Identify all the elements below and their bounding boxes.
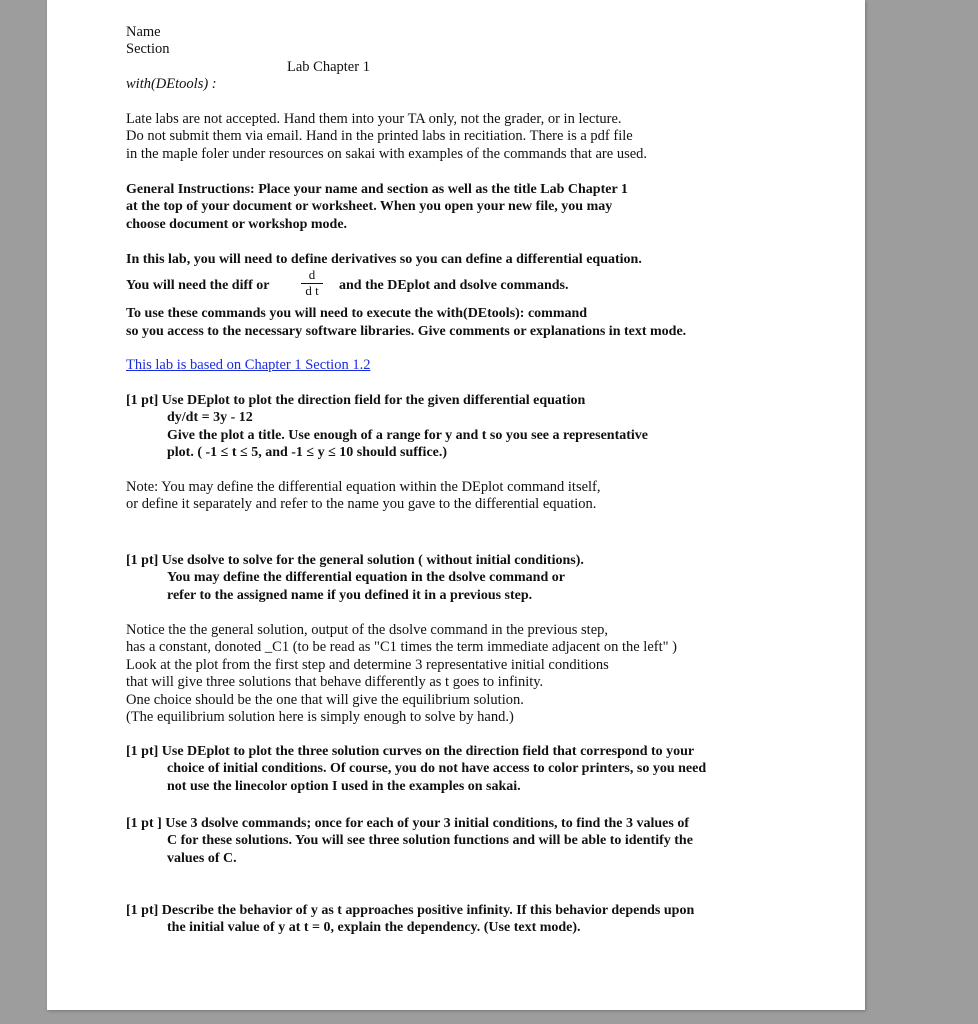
notice-paragraph	[126, 622, 677, 726]
fraction-denominator: d t	[305, 283, 319, 298]
general-line: General Instructions: Place your name and section as well as the title Lab Chapter 1	[126, 182, 628, 197]
question-4	[126, 815, 693, 867]
notice-line: has a constant, donoted _C1 (to be read as "C1 times the term immediate adjacent on the left" )	[126, 639, 677, 656]
notice-line: (The equilibrium solution here is simply enough to solve by hand.)	[126, 709, 514, 726]
q5-line: the initial value of y at t = 0, explain the dependency. (Use text mode).	[167, 920, 581, 936]
q5-line: [1 pt] Describe the behavior of y as t approaches positive infinity. If this behavior depends upon	[126, 903, 695, 918]
q3-line: not use the linecolor option I used in the examples on sakai.	[167, 778, 521, 794]
derivative-fraction	[301, 268, 323, 298]
general-instructions	[126, 181, 628, 233]
note-paragraph	[126, 479, 601, 514]
header-fields	[126, 24, 170, 59]
q1-equation: dy/dt = 3y - 12	[167, 410, 253, 426]
document-page	[47, 0, 865, 1010]
q3-line: [1 pt] Use DEplot to plot the three solution curves on the direction field that correspond to your	[126, 744, 695, 759]
q1-line: [1 pt] Use DEplot to plot the direction field for the given differential equation	[126, 393, 586, 408]
general-line: at the top of your document or worksheet. When you open your new file, you may	[126, 199, 613, 215]
question-5	[126, 902, 694, 937]
q4-line: C for these solutions. You will see three solution functions and will be able to identify the	[167, 833, 693, 849]
q4-line: values of C.	[167, 850, 237, 866]
q2-line: You may define the differential equation in the dsolve command or	[167, 570, 565, 586]
notice-line: Notice the the general solution, output of the dsolve command in the previous step,	[126, 622, 609, 638]
notice-line: Look at the plot from the first step and determine 3 representative initial conditions	[126, 656, 609, 673]
lab-info-line4: so you access to the necessary software libraries. Give comments or explanations in text mode.	[126, 324, 687, 339]
notice-line: One choice should be the one that will give the equilibrium solution.	[126, 691, 524, 708]
with-command: with(DEtools) :	[126, 76, 217, 92]
intro-line: Late labs are not accepted. Hand them into your TA only, not the grader, or in lecture.	[126, 111, 622, 127]
question-1	[126, 392, 648, 462]
fraction-numerator: d	[308, 267, 316, 282]
note-line: Note: You may define the differential equation within the DEplot command itself,	[126, 479, 601, 495]
q1-range: plot. ( -1 ≤ t ≤ 5, and -1 ≤ y ≤ 10 should suffice.)	[167, 445, 448, 461]
intro-line: Do not submit them via email. Hand in the printed labs in recitiation. There is a pdf file	[126, 128, 633, 145]
section-label: Section	[126, 41, 170, 58]
notice-line: that will give three solutions that behave differently as t goes to infinity.	[126, 674, 544, 691]
lab-info-line1: In this lab, you will need to define derivatives so you can define a differential equation.	[126, 252, 642, 267]
question-2	[126, 552, 584, 604]
name-label: Name	[126, 24, 161, 40]
intro-line: in the maple foler under resources on sakai with examples of the commands that are used.	[126, 145, 648, 162]
q2-line: [1 pt] Use dsolve to solve for the general solution ( without initial conditions).	[126, 553, 584, 568]
q3-line: choice of initial conditions. Of course, you do not have access to color printers, so you need	[167, 761, 707, 777]
lab-info-line2-pre: You will need the diff or	[126, 278, 270, 293]
lab-info-line2-post: and the DEplot and dsolve commands.	[339, 278, 569, 293]
chapter-link[interactable]: This lab is based on Chapter 1 Section 1.2	[126, 357, 371, 373]
q2-line: refer to the assigned name if you defined it in a previous step.	[167, 587, 533, 603]
note-line: or define it separately and refer to the name you gave to the differential equation.	[126, 496, 597, 513]
lab-info-line3: To use these commands you will need to execute the with(DEtools): command	[126, 306, 588, 321]
q4-line: [1 pt ] Use 3 dsolve commands; once for each of your 3 initial conditions, to find the 3 values of	[126, 816, 689, 831]
general-line: choose document or workshop mode.	[126, 216, 348, 232]
question-3	[126, 743, 706, 795]
intro-paragraph	[126, 111, 647, 163]
q1-line: Give the plot a title. Use enough of a range for y and t so you see a representative	[167, 427, 649, 443]
lab-title: Lab Chapter 1	[287, 59, 370, 75]
